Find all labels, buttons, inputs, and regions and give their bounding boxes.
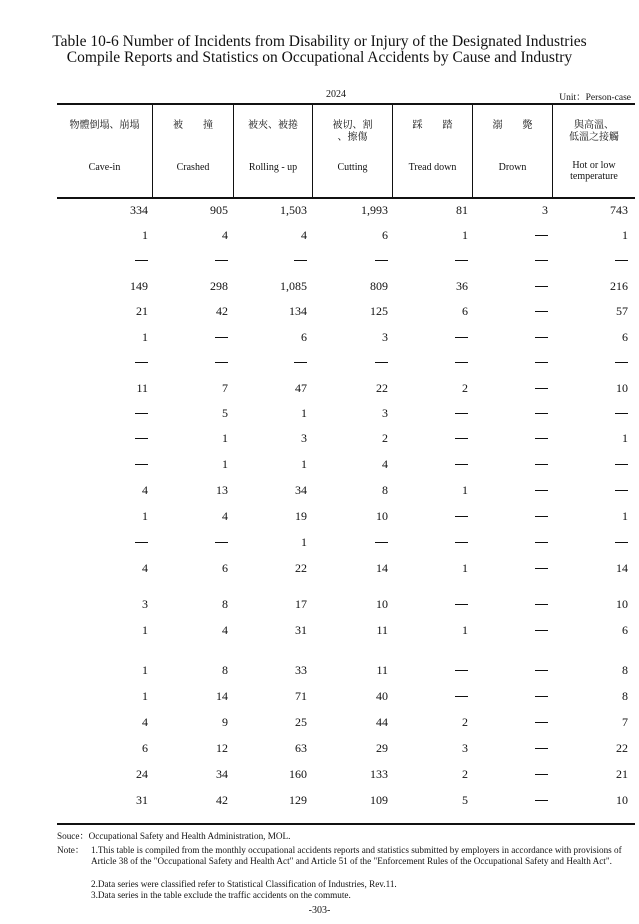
dash-mark (455, 413, 468, 414)
table-cell: 1 (462, 483, 468, 497)
table-cell: 743 (610, 203, 628, 217)
table-cell: 1 (142, 330, 148, 344)
table-cell: 10 (616, 793, 628, 807)
dash-mark (455, 438, 468, 439)
dash-mark (215, 362, 228, 363)
table-cell (375, 250, 388, 270)
note-1: 1.This table is compiled from the monthly occupational accidents reports and statistics submitted by employers in accordance with provisions of Article 38 of the "Occupational Safety and Health Act" and Article 51 of the "Enforcement Rules of the Occupational Safety and Health Act". (91, 845, 622, 866)
table-cell: 133 (370, 767, 388, 781)
table-cell: 134 (289, 304, 307, 318)
note-label: Note： (57, 845, 85, 855)
table-cell (455, 660, 468, 680)
table-cell: 1 (462, 623, 468, 637)
dash-mark (455, 604, 468, 605)
table-cell: 5 (222, 406, 228, 420)
dash-mark (135, 260, 148, 261)
table-cell: 8 (382, 483, 388, 497)
table-cell: 29 (376, 741, 388, 755)
table-cell: 6 (222, 561, 228, 575)
table-cell: 1 (142, 623, 148, 637)
table-cell: 6 (382, 228, 388, 242)
table-cell: 7 (222, 381, 228, 395)
dash-mark (615, 542, 628, 543)
table-row (57, 250, 635, 270)
table-cell: 22 (376, 381, 388, 395)
column-header-en: Rolling - up (248, 162, 298, 173)
table-row (57, 594, 635, 614)
dash-mark (215, 337, 228, 338)
table-cell (215, 532, 228, 552)
table-cell: 4 (222, 228, 228, 242)
dash-mark (455, 516, 468, 517)
table-cell: 19 (295, 509, 307, 523)
table-cell: 334 (130, 203, 148, 217)
table-cell: 4 (142, 483, 148, 497)
dash-mark (135, 464, 148, 465)
table-row (57, 428, 635, 448)
table-cell: 3 (462, 741, 468, 755)
dash-mark (615, 464, 628, 465)
table-cell: 8 (622, 689, 628, 703)
table-cell: 905 (210, 203, 228, 217)
table-cell: 4 (222, 623, 228, 637)
table-cell: 1 (622, 228, 628, 242)
dash-mark (535, 722, 548, 723)
table-cell (455, 532, 468, 552)
column-header-en: Crashed (176, 162, 210, 173)
table-row (57, 327, 635, 347)
table-cell: 13 (216, 483, 228, 497)
table-cell: 12 (216, 741, 228, 755)
table-cell: 71 (295, 689, 307, 703)
table-cell (615, 454, 628, 474)
table-cell: 1 (301, 457, 307, 471)
table-cell (535, 454, 548, 474)
dash-mark (535, 774, 548, 775)
table-cell: 1 (301, 535, 307, 549)
table-row (57, 403, 635, 423)
table-cell: 1 (622, 431, 628, 445)
table-cell (455, 506, 468, 526)
dash-mark (535, 542, 548, 543)
table-cell: 3 (301, 431, 307, 445)
column-header-1 (152, 104, 233, 198)
table-cell (535, 480, 548, 500)
table-row (57, 225, 635, 245)
table-cell (535, 790, 548, 810)
dash-mark (615, 362, 628, 363)
table-cell: 14 (216, 689, 228, 703)
dash-mark (535, 235, 548, 236)
dash-mark (135, 542, 148, 543)
table-cell: 2 (462, 715, 468, 729)
table-cell (615, 480, 628, 500)
table-cell: 109 (370, 793, 388, 807)
table-cell (535, 506, 548, 526)
dash-mark (455, 337, 468, 338)
table-cell (615, 532, 628, 552)
table-cell: 57 (616, 304, 628, 318)
column-header-zh: 物體倒塌、崩塌 (69, 120, 140, 131)
table-cell (455, 594, 468, 614)
table-cell: 2 (382, 431, 388, 445)
table-cell (294, 250, 307, 270)
table-cell (135, 403, 148, 423)
table-cell: 34 (295, 483, 307, 497)
column-header-0 (57, 104, 152, 198)
table-row (57, 558, 635, 578)
table-cell (215, 327, 228, 347)
table-cell: 6 (622, 330, 628, 344)
table-cell (535, 276, 548, 296)
dash-mark (455, 362, 468, 363)
source-label: Souce： (57, 831, 89, 841)
dash-mark (535, 388, 548, 389)
dash-mark (535, 490, 548, 491)
dash-mark (215, 542, 228, 543)
table-cell: 1,993 (361, 203, 388, 217)
column-header-en: Drown (498, 162, 527, 173)
dash-mark (535, 362, 548, 363)
table-cell: 6 (142, 741, 148, 755)
column-header-en: Hot or low temperature (570, 160, 618, 182)
table-cell (135, 352, 148, 372)
dash-mark (294, 260, 307, 261)
table-cell (294, 352, 307, 372)
table-cell: 25 (295, 715, 307, 729)
table-row (57, 532, 635, 552)
dash-mark (535, 748, 548, 749)
dash-mark (535, 630, 548, 631)
column-header-3 (312, 104, 392, 198)
table-cell (375, 532, 388, 552)
dash-mark (135, 438, 148, 439)
column-header-en: Cutting (337, 162, 368, 173)
table-cell: 10 (376, 509, 388, 523)
table-cell: 44 (376, 715, 388, 729)
source-line (57, 831, 290, 842)
table-cell: 1 (222, 457, 228, 471)
dash-mark (455, 260, 468, 261)
table-cell: 21 (616, 767, 628, 781)
column-header-zh: 被 撞 (173, 120, 213, 131)
dash-mark (294, 362, 307, 363)
table-cell (135, 532, 148, 552)
table-cell (535, 403, 548, 423)
table-cell: 11 (136, 381, 148, 395)
title-line-2: Compile Reports and Statistics on Occupational Accidents by Cause and Industry (66, 49, 573, 66)
table-cell (455, 352, 468, 372)
table-cell (535, 327, 548, 347)
table-cell (455, 686, 468, 706)
table-cell: 10 (616, 597, 628, 611)
table-cell (135, 428, 148, 448)
table-cell: 160 (289, 767, 307, 781)
column-header-4 (392, 104, 472, 198)
table-cell: 1 (622, 509, 628, 523)
year-label: 2024 (326, 89, 346, 100)
table-cell: 2 (462, 381, 468, 395)
table-cell: 8 (222, 663, 228, 677)
table-cell: 8 (222, 597, 228, 611)
table-row (57, 352, 635, 372)
dash-mark (455, 696, 468, 697)
table-cell (535, 558, 548, 578)
dash-mark (535, 438, 548, 439)
dash-mark (535, 260, 548, 261)
dash-mark (535, 286, 548, 287)
column-header-5 (472, 104, 552, 198)
table-cell: 14 (616, 561, 628, 575)
table-cell: 216 (610, 279, 628, 293)
source-text: Occupational Safety and Health Administration, MOL. (88, 831, 291, 841)
table-cell: 6 (622, 623, 628, 637)
table-cell (535, 378, 548, 398)
table-cell: 21 (136, 304, 148, 318)
table-cell: 1 (142, 663, 148, 677)
table-cell: 149 (130, 279, 148, 293)
table-cell (615, 352, 628, 372)
table-row (57, 480, 635, 500)
column-header-zh: 被切、割 、擦傷 (332, 120, 373, 143)
table-cell (455, 428, 468, 448)
table-cell: 4 (142, 715, 148, 729)
table-cell: 14 (376, 561, 388, 575)
table-cell (535, 301, 548, 321)
table-cell (455, 250, 468, 270)
table-cell: 17 (295, 597, 307, 611)
table-cell (535, 428, 548, 448)
page-number: -303- (308, 905, 331, 916)
column-header-6 (552, 104, 635, 198)
table-cell: 1,085 (280, 279, 307, 293)
unit-label: Unit：Person-case (559, 93, 631, 103)
dash-mark (535, 337, 548, 338)
dash-mark (535, 800, 548, 801)
table-cell: 1 (301, 406, 307, 420)
table-cell: 298 (210, 279, 228, 293)
table-cell: 40 (376, 689, 388, 703)
table-cell: 36 (456, 279, 468, 293)
table-cell (535, 225, 548, 245)
table-cell: 1 (222, 431, 228, 445)
table-row (57, 276, 635, 296)
table-cell (615, 403, 628, 423)
dash-mark (615, 413, 628, 414)
table-cell: 42 (216, 304, 228, 318)
table-cell: 9 (222, 715, 228, 729)
table-cell: 63 (295, 741, 307, 755)
dash-mark (455, 670, 468, 671)
table-cell (455, 454, 468, 474)
dash-mark (535, 670, 548, 671)
column-header-2 (233, 104, 312, 198)
table-cell: 1 (142, 509, 148, 523)
table-cell (535, 352, 548, 372)
table-cell: 1 (142, 228, 148, 242)
table-cell: 11 (376, 623, 388, 637)
table-cell: 10 (616, 381, 628, 395)
table-cell (375, 352, 388, 372)
column-header-zh: 與高溫、 低溫之接觸 (569, 120, 619, 143)
table-row (57, 660, 635, 680)
table-cell: 3 (382, 330, 388, 344)
dash-mark (455, 542, 468, 543)
note-3: 3.Data series in the table exclude the traffic accidents on the commute. (91, 890, 351, 900)
table-row (57, 454, 635, 474)
table-row (57, 506, 635, 526)
table-row (57, 790, 635, 810)
table-cell: 3 (542, 203, 548, 217)
table-cell: 3 (382, 406, 388, 420)
table-cell: 34 (216, 767, 228, 781)
table-cell (215, 352, 228, 372)
table-cell: 2 (462, 767, 468, 781)
table-cell: 47 (295, 381, 307, 395)
table-row (57, 378, 635, 398)
table-cell: 1,503 (280, 203, 307, 217)
table-cell: 31 (136, 793, 148, 807)
table-row (57, 200, 635, 220)
table-cell: 6 (462, 304, 468, 318)
table-row (57, 712, 635, 732)
dash-mark (455, 464, 468, 465)
dash-mark (215, 260, 228, 261)
table-cell: 4 (222, 509, 228, 523)
table-cell: 6 (301, 330, 307, 344)
dash-mark (375, 362, 388, 363)
table-cell: 4 (382, 457, 388, 471)
table-cell: 81 (456, 203, 468, 217)
dash-mark (535, 604, 548, 605)
table-cell: 7 (622, 715, 628, 729)
dash-mark (535, 516, 548, 517)
dash-mark (535, 413, 548, 414)
table-row (57, 620, 635, 640)
table-row (57, 686, 635, 706)
table-cell: 125 (370, 304, 388, 318)
table-cell: 3 (142, 597, 148, 611)
table-cell (615, 250, 628, 270)
table-cell: 22 (295, 561, 307, 575)
table-cell (135, 250, 148, 270)
column-header-zh: 踩 踏 (412, 120, 453, 131)
table-cell: 1 (142, 689, 148, 703)
table-cell: 22 (616, 741, 628, 755)
dash-mark (135, 413, 148, 414)
dash-mark (375, 260, 388, 261)
column-header-en: Cave-in (88, 162, 121, 173)
note-2: 2.Data series were classified refer to Statistical Classification of Industries, Rev.11. (91, 879, 397, 889)
table-row (57, 738, 635, 758)
table-cell (535, 686, 548, 706)
table-cell (535, 712, 548, 732)
dash-mark (615, 260, 628, 261)
table-cell: 4 (142, 561, 148, 575)
dash-mark (535, 696, 548, 697)
table-cell: 129 (289, 793, 307, 807)
table-bottom-rule (57, 823, 635, 825)
title-line-1: Table 10-6 Number of Incidents from Disability or Injury of the Designated Industries (52, 33, 587, 50)
table-cell: 31 (295, 623, 307, 637)
table-cell (135, 454, 148, 474)
table-cell (455, 403, 468, 423)
table-row (57, 764, 635, 784)
column-header-zh: 被夾、被捲 (248, 120, 298, 131)
table-row (57, 301, 635, 321)
table-cell: 11 (376, 663, 388, 677)
column-header-en: Tread down (408, 162, 457, 173)
table-cell (535, 660, 548, 680)
dash-mark (615, 490, 628, 491)
table-cell (455, 327, 468, 347)
table-cell: 24 (136, 767, 148, 781)
table-cell (535, 764, 548, 784)
table-cell: 42 (216, 793, 228, 807)
table-cell: 1 (462, 228, 468, 242)
dash-mark (135, 362, 148, 363)
table-cell: 5 (462, 793, 468, 807)
table-cell: 10 (376, 597, 388, 611)
column-header-zh: 溺 斃 (492, 120, 533, 131)
table-cell: 809 (370, 279, 388, 293)
dash-mark (535, 464, 548, 465)
table-cell: 4 (301, 228, 307, 242)
dash-mark (535, 311, 548, 312)
table-cell (535, 594, 548, 614)
table-cell (215, 250, 228, 270)
dash-mark (375, 542, 388, 543)
table-cell (535, 250, 548, 270)
table-cell: 33 (295, 663, 307, 677)
dash-mark (535, 568, 548, 569)
table-cell: 1 (462, 561, 468, 575)
table-cell (535, 532, 548, 552)
table-cell (535, 738, 548, 758)
table-cell: 8 (622, 663, 628, 677)
table-cell (535, 620, 548, 640)
